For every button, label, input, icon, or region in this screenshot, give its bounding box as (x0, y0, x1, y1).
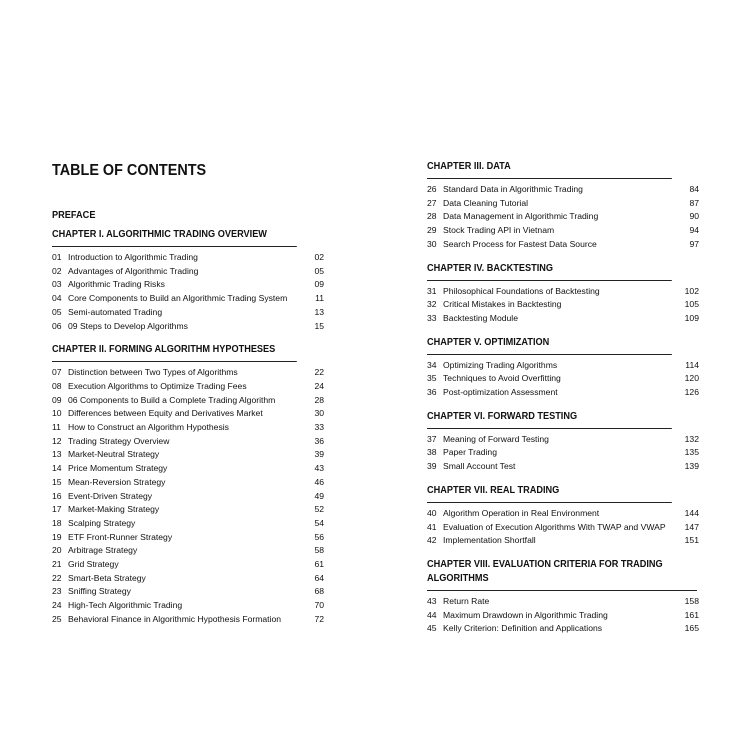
entry-page: 109 (684, 312, 699, 323)
toc-entry (52, 462, 324, 476)
entry-title: Standard Data in Algorithmic Trading (443, 184, 583, 194)
entry-title: Implementation Shortfall (443, 535, 536, 546)
entry-title: 09 Steps to Develop Algorithms (68, 320, 188, 331)
entry-page: 15 (314, 320, 324, 331)
toc-entry (52, 380, 324, 394)
toc-entry (52, 320, 324, 334)
entry-title: Maximum Drawdown in Algorithmic Trading (443, 609, 608, 620)
toc-entry (52, 613, 324, 627)
entry-page: 147 (684, 521, 699, 532)
entry-title: How to Construct an Algorithm Hypothesis (68, 422, 229, 433)
entry-page: 158 (684, 595, 699, 606)
entry-number: 36 (427, 387, 437, 398)
toc-entry (52, 251, 324, 265)
toc-entry (427, 238, 699, 252)
entry-page: 64 (314, 572, 324, 583)
entry-page: 30 (314, 408, 324, 419)
toc-entry (52, 585, 324, 599)
entry-page: 120 (684, 373, 699, 384)
chapter-section (427, 160, 699, 252)
entry-number: 15 (52, 476, 62, 487)
entry-title: Data Cleaning Tutorial (443, 197, 529, 208)
chapter-section (427, 484, 699, 548)
toc-entry (427, 507, 699, 521)
toc-entry (52, 476, 324, 490)
toc-entry (427, 224, 699, 238)
entry-number: 40 (427, 507, 437, 518)
entry-page: 46 (314, 476, 324, 487)
entry-number: 21 (52, 559, 62, 570)
entry-number: 18 (52, 517, 62, 528)
toc-entry (427, 298, 699, 312)
entry-page: 13 (314, 306, 324, 317)
chapter-section (427, 410, 699, 474)
entry-title: Trading Strategy Overview (68, 435, 170, 446)
entry-page: 105 (684, 299, 699, 310)
toc-entry (427, 609, 699, 623)
entry-page: 56 (314, 531, 324, 542)
entry-page: 11 (315, 293, 324, 304)
entry-title: Market-Making Strategy (68, 504, 160, 515)
entry-title: Meaning of Forward Testing (443, 433, 549, 444)
entry-number: 05 (52, 306, 62, 317)
entry-page: 28 (314, 394, 324, 405)
entry-number: 09 (52, 394, 62, 405)
left-chapter-list (52, 228, 324, 627)
entry-page: 58 (314, 545, 324, 556)
entry-page: 126 (684, 387, 699, 398)
toc-entry (52, 490, 324, 504)
entry-number: 44 (427, 609, 437, 620)
entry-page: 70 (314, 600, 324, 611)
entry-title: Advantages of Algorithmic Trading (68, 265, 199, 276)
entry-page: 144 (684, 507, 699, 518)
toc-entry (52, 306, 324, 320)
chapter-section (52, 228, 324, 333)
entry-title: Return Rate (443, 595, 490, 606)
toc-entry (427, 312, 699, 326)
chapter-heading: CHAPTER IV. BACKTESTING (427, 262, 672, 281)
entry-page: 09 (314, 279, 324, 290)
entry-number: 35 (427, 373, 437, 384)
entry-title: Distinction between Two Types of Algorithms (68, 367, 238, 378)
entry-title: Event-Driven Strategy (68, 490, 153, 501)
entry-number: 38 (427, 447, 437, 458)
toc-entry (427, 285, 699, 299)
entry-number: 22 (52, 572, 62, 583)
entry-title: Techniques to Avoid Overfitting (443, 373, 561, 384)
entry-title: 06 Components to Build a Complete Trading Algorithm (68, 394, 276, 405)
entry-title: Mean-Reversion Strategy (68, 476, 166, 487)
entry-number: 08 (52, 380, 62, 391)
entry-number: 43 (427, 595, 437, 606)
entry-page: 39 (314, 449, 324, 460)
entry-page: 52 (314, 504, 324, 515)
entry-title: Small Account Test (443, 461, 516, 472)
entry-number: 23 (52, 586, 62, 597)
entry-title: Price Momentum Strategy (68, 463, 168, 474)
entry-page: 114 (685, 359, 699, 370)
toc-entry (52, 517, 324, 531)
entry-number: 26 (427, 184, 437, 194)
toc-entry (52, 292, 324, 306)
entry-title: Algorithm Operation in Real Environment (443, 507, 600, 518)
entry-number: 13 (52, 449, 62, 460)
entry-page: 54 (314, 517, 324, 528)
toc-right-column (427, 160, 699, 646)
entry-page: 72 (314, 613, 324, 624)
entry-page: 90 (689, 211, 699, 222)
entry-title: Optimizing Trading Algorithms (443, 359, 558, 370)
entry-number: 02 (52, 265, 62, 276)
entry-page: 43 (314, 463, 324, 474)
entry-number: 25 (52, 613, 62, 624)
chapter-section (427, 262, 699, 326)
entry-title: Data Management in Algorithmic Trading (443, 211, 599, 222)
toc-entry (52, 407, 324, 421)
chapter-heading: CHAPTER II. FORMING ALGORITHM HYPOTHESES (52, 343, 297, 362)
toc-entry (427, 433, 699, 447)
chapter-section (427, 336, 699, 400)
entry-title: Critical Mistakes in Backtesting (443, 299, 562, 310)
entry-number: 16 (52, 490, 62, 501)
entry-title: Semi-automated Trading (68, 306, 163, 317)
entry-number: 06 (52, 320, 62, 331)
entry-number: 45 (427, 623, 437, 634)
chapter-heading: CHAPTER VII. REAL TRADING (427, 484, 672, 503)
entry-title: Smart-Beta Strategy (68, 572, 146, 583)
toc-entry (52, 599, 324, 613)
entry-page: 165 (684, 623, 699, 634)
entry-number: 31 (427, 285, 437, 296)
entry-title: Scalping Strategy (68, 517, 136, 528)
chapter-heading: CHAPTER I. ALGORITHMIC TRADING OVERVIEW (52, 228, 297, 247)
toc-entry (427, 372, 699, 386)
entry-title: Market-Neutral Strategy (68, 449, 160, 460)
toc-entry (52, 572, 324, 586)
toc-entry (52, 503, 324, 517)
entry-title: Philosophical Foundations of Backtesting (443, 285, 600, 296)
entry-number: 11 (52, 422, 61, 433)
toc-entry (52, 421, 324, 435)
entry-number: 30 (427, 238, 437, 249)
chapter-heading: CHAPTER VIII. EVALUATION CRITERIA FOR TRADING ALGORITHMS (427, 558, 697, 591)
entry-page: 49 (314, 490, 324, 501)
entry-title: Kelly Criterion: Definition and Applications (443, 623, 603, 634)
toc-entry (52, 366, 324, 380)
toc-entry (427, 446, 699, 460)
toc-entry (52, 531, 324, 545)
entry-title: Search Process for Fastest Data Source (443, 238, 597, 249)
entry-title: Post-optimization Assessment (443, 387, 558, 398)
toc-entry (52, 448, 324, 462)
entry-number: 29 (427, 225, 437, 236)
entry-page: 102 (684, 285, 699, 296)
preface-heading: PREFACE (52, 210, 96, 221)
chapter-heading: CHAPTER V. OPTIMIZATION (427, 336, 672, 355)
entry-title: Sniffing Strategy (68, 586, 131, 597)
entry-page: 151 (684, 535, 699, 546)
entry-title: Evaluation of Execution Algorithms With TWAP and VWAP (443, 521, 666, 532)
entry-title: Execution Algorithms to Optimize Trading Fees (68, 380, 247, 391)
entry-page: 84 (689, 184, 699, 194)
entry-page: 135 (684, 447, 699, 458)
toc-entry (52, 265, 324, 279)
entry-title: Differences between Equity and Derivatives Market (68, 408, 263, 419)
toc-entry (427, 359, 699, 373)
entry-title: ETF Front-Runner Strategy (68, 531, 173, 542)
toc-entry (52, 394, 324, 408)
entry-title: Core Components to Build an Algorithmic Trading System (68, 293, 288, 304)
entry-number: 34 (427, 359, 437, 370)
page-title: TABLE OF CONTENTS (52, 162, 207, 179)
chapter-section (52, 343, 324, 626)
entry-title: Paper Trading (443, 447, 497, 458)
entry-number: 14 (52, 463, 62, 474)
entry-page: 36 (314, 435, 324, 446)
entry-number: 41 (427, 521, 437, 532)
entry-number: 24 (52, 600, 62, 611)
entry-page: 61 (314, 559, 324, 570)
toc-entry (52, 278, 324, 292)
toc-entry (427, 595, 699, 609)
toc-entry (427, 460, 699, 474)
entry-title: Backtesting Module (443, 312, 518, 323)
entry-number: 39 (427, 461, 437, 472)
toc-left-column (52, 160, 324, 637)
entry-title: Algorithmic Trading Risks (68, 279, 165, 290)
entry-number: 07 (52, 367, 62, 378)
entry-number: 32 (427, 299, 437, 310)
entry-number: 01 (52, 252, 62, 262)
entry-number: 03 (52, 279, 62, 290)
entry-page: 68 (314, 586, 324, 597)
chapter-heading: CHAPTER III. DATA (427, 160, 672, 179)
entry-number: 28 (427, 211, 437, 222)
entry-title: Behavioral Finance in Algorithmic Hypothesis Formation (68, 613, 282, 624)
entry-page: 24 (314, 380, 324, 391)
entry-number: 27 (427, 197, 437, 208)
entry-number: 37 (427, 433, 437, 444)
entry-title: High-Tech Algorithmic Trading (68, 600, 183, 611)
entry-title: Grid Strategy (68, 559, 119, 570)
chapter-section (427, 558, 699, 636)
entry-page: 87 (689, 197, 699, 208)
entry-page: 02 (314, 252, 324, 262)
toc-entry (52, 544, 324, 558)
entry-page: 22 (314, 367, 324, 378)
entry-number: 17 (52, 504, 62, 515)
entry-number: 33 (427, 312, 437, 323)
entry-number: 19 (52, 531, 62, 542)
entry-page: 94 (689, 225, 699, 236)
toc-entry (427, 622, 699, 636)
chapter-heading: CHAPTER VI. FORWARD TESTING (427, 410, 672, 429)
entry-number: 04 (52, 293, 62, 304)
toc-entry (427, 386, 699, 400)
entry-number: 10 (52, 408, 62, 419)
toc-entry (427, 534, 699, 548)
entry-page: 132 (684, 433, 699, 444)
toc-entry (52, 558, 324, 572)
toc-entry (427, 183, 699, 197)
toc-entry (427, 197, 699, 211)
entry-number: 12 (52, 435, 62, 446)
entry-page: 05 (314, 265, 324, 276)
entry-page: 33 (314, 422, 324, 433)
toc-entry (52, 435, 324, 449)
entry-page: 97 (689, 238, 699, 249)
entry-title: Introduction to Algorithmic Trading (68, 252, 198, 262)
entry-page: 139 (684, 461, 699, 472)
entry-title: Arbitrage Strategy (68, 545, 138, 556)
entry-page: 161 (684, 609, 699, 620)
entry-number: 42 (427, 535, 437, 546)
toc-entry (427, 210, 699, 224)
right-chapter-list (427, 160, 699, 636)
toc-entry (427, 521, 699, 535)
entry-number: 20 (52, 545, 62, 556)
entry-title: Stock Trading API in Vietnam (443, 225, 555, 236)
